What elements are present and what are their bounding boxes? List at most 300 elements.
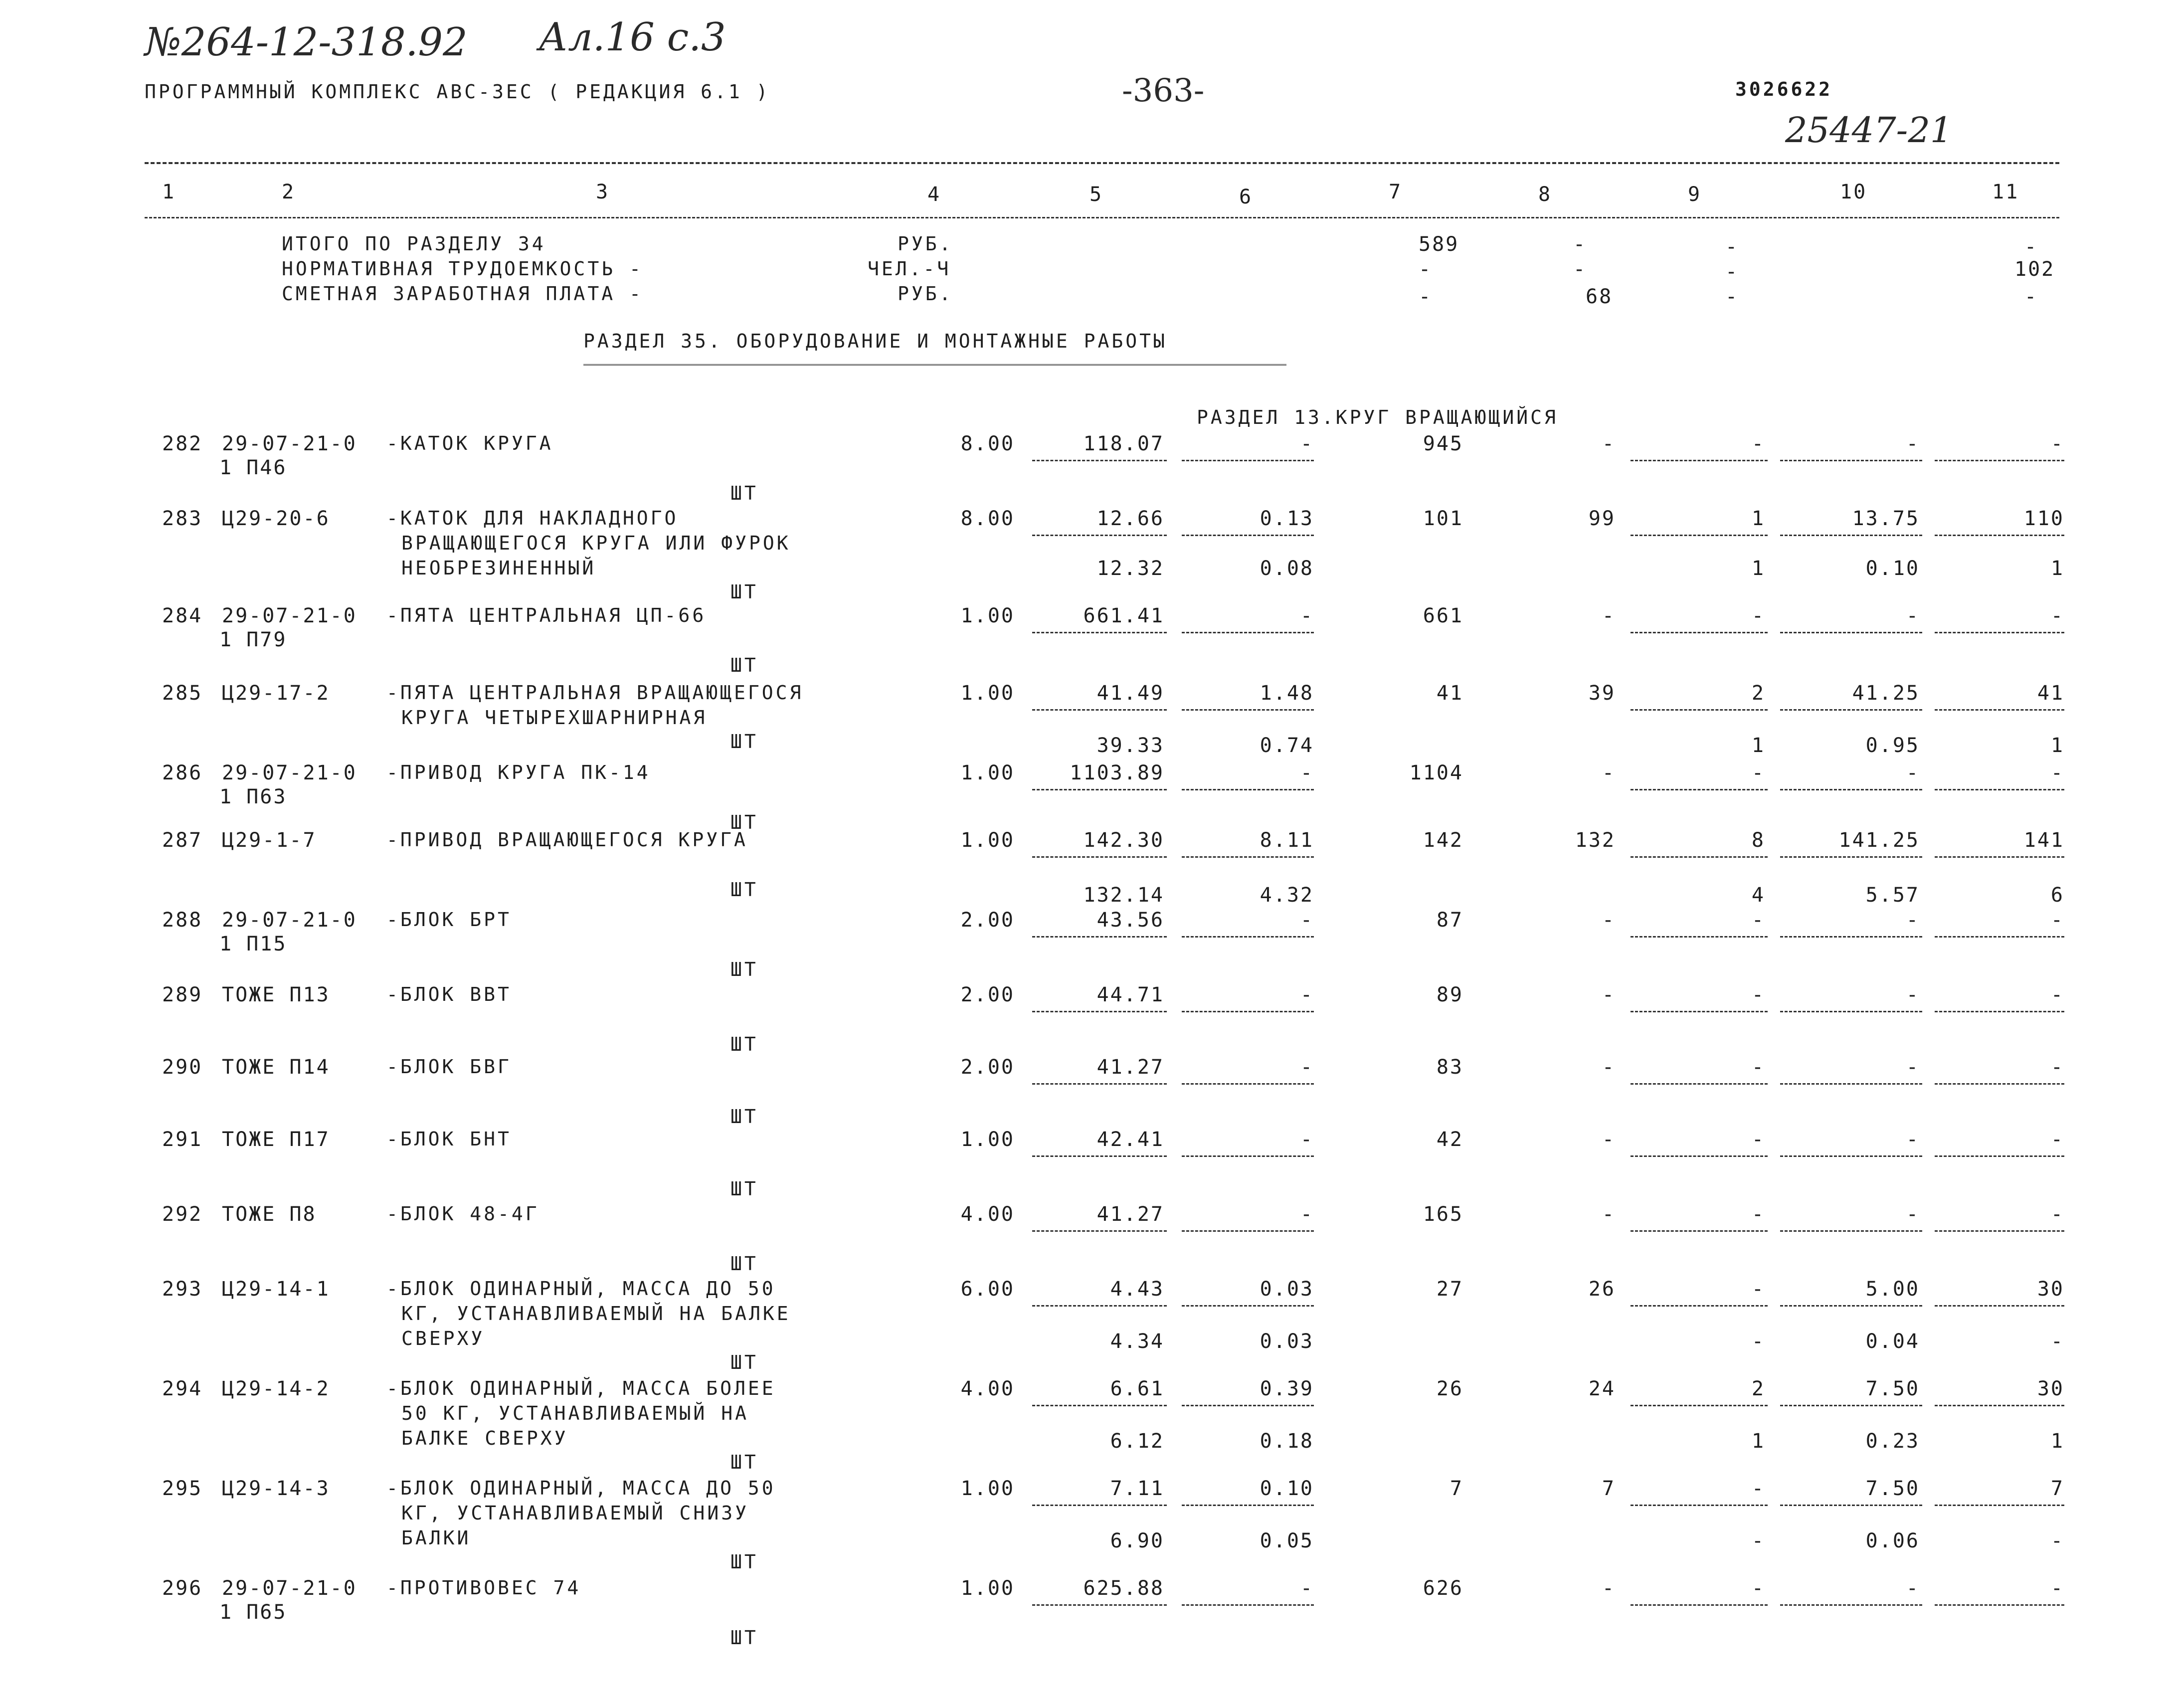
labor-col9: -: [1725, 260, 1739, 283]
row-unit: ШТ: [730, 581, 758, 603]
row-col10: 7.50: [1865, 1477, 1920, 1500]
row-col10-wage: 5.57: [1865, 884, 1920, 907]
col9-separator: [1631, 789, 1768, 790]
row-code: 29-07-21-0: [222, 1577, 357, 1600]
row-col8: -: [1602, 604, 1616, 627]
row-col11-wage: -: [2050, 1529, 2064, 1552]
row-col9: 2: [1751, 682, 1765, 705]
row-col7: 89: [1436, 983, 1463, 1006]
col6-separator: [1182, 709, 1314, 711]
row-code: 29-07-21-0: [222, 909, 357, 932]
row-col11-wage: 1: [2050, 734, 2064, 757]
col10-separator: [1780, 535, 1922, 536]
wage-col11: -: [2024, 285, 2038, 308]
wage-col9: -: [1725, 285, 1739, 308]
row-col11: -: [2050, 604, 2064, 627]
col-header-9: 9: [1688, 183, 1702, 206]
row-number: 295: [162, 1477, 203, 1500]
row-col8: 39: [1588, 682, 1616, 705]
col-header-8: 8: [1538, 183, 1552, 206]
row-col7: 101: [1423, 507, 1463, 530]
col11-separator: [1935, 1405, 2064, 1406]
col11-separator: [1935, 460, 2064, 461]
row-col6: -: [1300, 761, 1314, 784]
row-col10: -: [1906, 1128, 1920, 1151]
row-col6-wage: 0.08: [1260, 557, 1314, 580]
row-col5: 43.56: [1096, 909, 1164, 932]
row-col6: 1.48: [1260, 682, 1314, 705]
row-qty: 1.00: [960, 1128, 1015, 1151]
row-col8: -: [1602, 761, 1616, 784]
row-col10: -: [1906, 909, 1920, 932]
row-name-line: -ПРИВОД КРУГА ПК-14: [386, 761, 651, 783]
col9-separator: [1631, 1011, 1768, 1012]
col6-separator: [1182, 789, 1314, 790]
col9-separator: [1631, 1604, 1768, 1606]
row-unit: ШТ: [730, 1551, 758, 1573]
row-col6: -: [1300, 1128, 1314, 1151]
col5-separator: [1032, 936, 1167, 938]
col11-separator: [1935, 856, 2064, 858]
col6-separator: [1182, 1505, 1314, 1506]
row-col9: -: [1751, 983, 1765, 1006]
row-col9-wage: 1: [1751, 557, 1765, 580]
labor-col8: -: [1573, 258, 1587, 281]
col10-separator: [1780, 856, 1922, 858]
row-number: 287: [162, 829, 203, 852]
row-name-line: -КАТОК КРУГА: [386, 432, 553, 454]
row-col10: -: [1906, 761, 1920, 784]
row-name-line: КРУГА ЧЕТЫРЕХШАРНИРНАЯ: [401, 707, 708, 729]
col10-separator: [1780, 1604, 1922, 1606]
row-col5-wage: 39.33: [1096, 734, 1164, 757]
row-number: 285: [162, 682, 203, 705]
row-unit: ШТ: [730, 811, 758, 833]
row-col8: -: [1602, 1577, 1616, 1600]
wage-label: СМЕТНАЯ ЗАРАБОТНАЯ ПЛАТА -: [282, 283, 643, 305]
row-col11: 41: [2037, 682, 2064, 705]
row-number: 292: [162, 1203, 203, 1226]
col6-separator: [1182, 460, 1314, 461]
col6-separator: [1182, 1083, 1314, 1085]
row-col5: 44.71: [1096, 983, 1164, 1006]
row-col5: 142.30: [1083, 829, 1164, 852]
row-qty: 2.00: [960, 1056, 1015, 1079]
col10-separator: [1780, 1011, 1922, 1012]
row-qty: 1.00: [960, 829, 1015, 852]
row-col11: -: [2050, 1128, 2064, 1151]
row-code: ТОЖЕ П8: [222, 1203, 317, 1226]
row-col6: -: [1300, 1203, 1314, 1226]
row-col10: -: [1906, 604, 1920, 627]
row-col8: 26: [1588, 1278, 1616, 1301]
wage-col8: 68: [1586, 285, 1613, 308]
row-col9-wage: 4: [1751, 884, 1765, 907]
row-col11-wage: 1: [2050, 557, 2064, 580]
col-header-3: 3: [596, 181, 610, 203]
row-qty: 4.00: [960, 1377, 1015, 1400]
col-header-5: 5: [1090, 183, 1103, 206]
row-unit: ШТ: [730, 1253, 758, 1275]
row-col9: -: [1751, 1278, 1765, 1301]
row-unit: ШТ: [730, 731, 758, 753]
row-col8: 7: [1602, 1477, 1616, 1500]
row-unit: ШТ: [730, 482, 758, 504]
row-col5-wage: 4.34: [1110, 1330, 1164, 1353]
col10-separator: [1780, 1155, 1922, 1157]
row-name-line: -БЛОК 48-4Г: [386, 1203, 540, 1225]
row-col10: -: [1906, 1056, 1920, 1079]
row-col5: 1103.89: [1070, 761, 1164, 784]
row-unit: ШТ: [730, 879, 758, 901]
row-col9: -: [1751, 604, 1765, 627]
row-code: Ц29-14-1: [222, 1278, 330, 1301]
row-name-line: 50 КГ, УСТАНАВЛИВАЕМЫЙ НА: [401, 1402, 749, 1424]
col-header-1: 1: [162, 181, 176, 203]
row-col6: 0.03: [1260, 1278, 1314, 1301]
col6-separator: [1182, 1230, 1314, 1232]
row-col5: 118.07: [1083, 432, 1164, 455]
row-name-line: -ПРИВОД ВРАЩАЮЩЕГОСЯ КРУГА: [386, 829, 748, 851]
row-col10: -: [1906, 1203, 1920, 1226]
row-col6: 0.39: [1260, 1377, 1314, 1400]
row-col7: 42: [1436, 1128, 1463, 1151]
row-col8: 99: [1588, 507, 1616, 530]
row-number: 296: [162, 1577, 203, 1600]
row-col10-wage: 0.95: [1865, 734, 1920, 757]
section-underline: [583, 364, 1286, 369]
col10-separator: [1780, 789, 1922, 790]
row-name-line: -БЛОК БВГ: [386, 1056, 512, 1078]
col10-separator: [1780, 1405, 1922, 1406]
row-name-line: -БЛОК ОДИНАРНЫЙ, МАССА ДО 50: [386, 1278, 776, 1300]
row-col9-wage: 1: [1751, 734, 1765, 757]
row-name-line: -БЛОК ВВТ: [386, 983, 512, 1005]
col6-separator: [1182, 856, 1314, 858]
row-col11-wage: -: [2050, 1330, 2064, 1353]
handwritten-sheet-number: 25447-21: [1785, 110, 1953, 151]
row-col10: 141.25: [1838, 829, 1920, 852]
labor-col11: 102: [2014, 258, 2055, 281]
row-name-line: -ПЯТА ЦЕНТРАЛЬНАЯ ВРАЩАЮЩЕГОСЯ: [386, 682, 804, 704]
row-col6: -: [1300, 909, 1314, 932]
row-unit: ШТ: [730, 1033, 758, 1055]
row-col11: 7: [2050, 1477, 2064, 1500]
row-name-line: -БЛОК ОДИНАРНЫЙ, МАССА БОЛЕЕ: [386, 1377, 776, 1399]
col9-separator: [1631, 856, 1768, 858]
row-col8: -: [1602, 1203, 1616, 1226]
row-code: ТОЖЕ П17: [222, 1128, 330, 1151]
row-col10: 5.00: [1865, 1278, 1920, 1301]
row-qty: 1.00: [960, 1477, 1015, 1500]
col9-separator: [1631, 632, 1768, 633]
row-col8: -: [1602, 1128, 1616, 1151]
row-col7: 165: [1423, 1203, 1463, 1226]
row-col6: -: [1300, 1056, 1314, 1079]
row-col5: 661.41: [1083, 604, 1164, 627]
row-col11-wage: 1: [2050, 1430, 2064, 1453]
row-col5-wage: 6.90: [1110, 1529, 1164, 1552]
row-code: 29-07-21-0: [222, 761, 357, 784]
labor-col7: -: [1419, 258, 1433, 281]
row-code-secondary: 1 П65: [219, 1601, 287, 1624]
row-qty: 8.00: [960, 507, 1015, 530]
col9-separator: [1631, 709, 1768, 711]
col9-separator: [1631, 1405, 1768, 1406]
row-col8: -: [1602, 983, 1616, 1006]
row-col10: 7.50: [1865, 1377, 1920, 1400]
col5-separator: [1032, 709, 1167, 711]
row-col7: 142: [1423, 829, 1463, 852]
wage-col7: -: [1419, 285, 1433, 308]
row-col9: -: [1751, 1128, 1765, 1151]
col5-separator: [1032, 789, 1167, 790]
row-unit: ШТ: [730, 1627, 758, 1649]
row-col5: 12.66: [1096, 507, 1164, 530]
col5-separator: [1032, 460, 1167, 461]
row-col7: 7: [1450, 1477, 1463, 1500]
row-number: 293: [162, 1278, 203, 1301]
row-qty: 6.00: [960, 1278, 1015, 1301]
row-name-line: БАЛКИ: [401, 1527, 471, 1549]
col11-separator: [1935, 1505, 2064, 1506]
col6-separator: [1182, 632, 1314, 633]
page-number: -363-: [1122, 72, 1205, 109]
row-col10: -: [1906, 983, 1920, 1006]
row-name-line: -КАТОК ДЛЯ НАКЛАДНОГО: [386, 507, 679, 529]
row-name-line: -ПРОТИВОВЕС 74: [386, 1577, 581, 1599]
row-code: Ц29-17-2: [222, 682, 330, 705]
total-label: ИТОГО ПО РАЗДЕЛУ 34: [282, 233, 546, 255]
row-col5: 7.11: [1110, 1477, 1164, 1500]
col6-separator: [1182, 1604, 1314, 1606]
col5-separator: [1032, 1155, 1167, 1157]
row-col8: -: [1602, 909, 1616, 932]
row-col8: 132: [1575, 829, 1616, 852]
row-col6-wage: 0.18: [1260, 1430, 1314, 1453]
row-col9: -: [1751, 1477, 1765, 1500]
row-code: Ц29-14-3: [222, 1477, 330, 1500]
col10-separator: [1780, 1230, 1922, 1232]
col-header-11: 11: [1992, 181, 2019, 203]
header-top-rule: [145, 162, 2059, 164]
labor-unit: ЧЕЛ.-Ч: [868, 258, 951, 280]
total-col9: -: [1725, 235, 1739, 258]
document-code: 3026622: [1735, 78, 1833, 100]
row-col10: 41.25: [1852, 682, 1920, 705]
row-name-line: СВЕРХУ: [401, 1328, 485, 1349]
row-col6-wage: 4.32: [1260, 884, 1314, 907]
row-col10-wage: 0.23: [1865, 1430, 1920, 1453]
col9-separator: [1631, 460, 1768, 461]
row-col7: 626: [1423, 1577, 1463, 1600]
row-col11: 30: [2037, 1377, 2064, 1400]
row-col6-wage: 0.03: [1260, 1330, 1314, 1353]
subsection-title: РАЗДЕЛ 13.КРУГ ВРАЩАЮЩИЙСЯ: [1197, 406, 1558, 428]
row-code-secondary: 1 П63: [219, 785, 287, 808]
row-col5-wage: 12.32: [1096, 557, 1164, 580]
col6-separator: [1182, 1405, 1314, 1406]
row-col6-wage: 0.74: [1260, 734, 1314, 757]
row-code-secondary: 1 П46: [219, 456, 287, 479]
row-number: 284: [162, 604, 203, 627]
row-number: 288: [162, 909, 203, 932]
row-code: Ц29-14-2: [222, 1377, 330, 1400]
col5-separator: [1032, 1230, 1167, 1232]
row-number: 290: [162, 1056, 203, 1079]
row-col9: -: [1751, 761, 1765, 784]
row-col11: 141: [2023, 829, 2064, 852]
row-unit: ШТ: [730, 654, 758, 676]
col9-separator: [1631, 535, 1768, 536]
row-name-line: -ПЯТА ЦЕНТРАЛЬНАЯ ЦП-66: [386, 604, 707, 626]
row-name-line: КГ, УСТАНАВЛИВАЕМЫЙ НА БАЛКЕ: [401, 1303, 791, 1325]
row-name-line: КГ, УСТАНАВЛИВАЕМЫЙ СНИЗУ: [401, 1502, 749, 1524]
row-col8: 24: [1588, 1377, 1616, 1400]
col5-separator: [1032, 535, 1167, 536]
row-col9: -: [1751, 1577, 1765, 1600]
row-col9-wage: 1: [1751, 1430, 1765, 1453]
col5-separator: [1032, 1604, 1167, 1606]
row-name-line: -БЛОК БРТ: [386, 909, 512, 931]
row-unit: ШТ: [730, 1351, 758, 1373]
row-col11: 110: [2023, 507, 2064, 530]
row-col5: 41.27: [1096, 1056, 1164, 1079]
row-qty: 2.00: [960, 983, 1015, 1006]
row-col5-wage: 6.12: [1110, 1430, 1164, 1453]
row-qty: 1.00: [960, 761, 1015, 784]
col6-separator: [1182, 535, 1314, 536]
col6-separator: [1182, 1305, 1314, 1307]
row-col11: -: [2050, 1577, 2064, 1600]
row-col7: 1104: [1409, 761, 1463, 784]
row-qty: 4.00: [960, 1203, 1015, 1226]
row-col10: -: [1906, 1577, 1920, 1600]
row-col10-wage: 0.04: [1865, 1330, 1920, 1353]
col11-separator: [1935, 1011, 2064, 1012]
row-number: 291: [162, 1128, 203, 1151]
row-col9: -: [1751, 1056, 1765, 1079]
row-unit: ШТ: [730, 1451, 758, 1473]
col5-separator: [1032, 856, 1167, 858]
row-col6: 8.11: [1260, 829, 1314, 852]
col11-separator: [1935, 1155, 2064, 1157]
row-unit: ШТ: [730, 1106, 758, 1128]
row-number: 283: [162, 507, 203, 530]
col-header-2: 2: [282, 181, 296, 203]
row-col11: 30: [2037, 1278, 2064, 1301]
row-col6: -: [1300, 1577, 1314, 1600]
col-header-4: 4: [927, 183, 941, 206]
row-col11-wage: 6: [2050, 884, 2064, 907]
col5-separator: [1032, 1305, 1167, 1307]
row-col6: -: [1300, 604, 1314, 627]
row-col7: 83: [1436, 1056, 1463, 1079]
row-code: ТОЖЕ П14: [222, 1056, 330, 1079]
col11-separator: [1935, 1230, 2064, 1232]
row-col9: -: [1751, 909, 1765, 932]
col11-separator: [1935, 535, 2064, 536]
row-name-line: ВРАЩАЮЩЕГОСЯ КРУГА ИЛИ ФУРОК: [401, 532, 791, 554]
row-col10-wage: 0.10: [1865, 557, 1920, 580]
row-col6-wage: 0.05: [1260, 1529, 1314, 1552]
row-col5: 41.27: [1096, 1203, 1164, 1226]
program-title: ПРОГРАММНЫЙ КОМПЛЕКС АВС-ЗЕС ( РЕДАКЦИЯ 6.1 ): [145, 81, 770, 103]
row-code-secondary: 1 П15: [219, 933, 287, 955]
col9-separator: [1631, 1230, 1768, 1232]
row-col7: 41: [1436, 682, 1463, 705]
row-col11: -: [2050, 1203, 2064, 1226]
wage-unit: РУБ.: [898, 283, 953, 305]
row-unit: ШТ: [730, 958, 758, 980]
col10-separator: [1780, 460, 1922, 461]
row-col11: -: [2050, 909, 2064, 932]
col9-separator: [1631, 1305, 1768, 1307]
total-unit: РУБ.: [898, 233, 953, 255]
row-name-line: -БЛОК БНТ: [386, 1128, 512, 1150]
row-col7: 87: [1436, 909, 1463, 932]
row-col9: 1: [1751, 507, 1765, 530]
row-col11: -: [2050, 983, 2064, 1006]
row-col9: -: [1751, 1203, 1765, 1226]
row-col7: 661: [1423, 604, 1463, 627]
row-col9-wage: -: [1751, 1529, 1765, 1552]
row-col10: -: [1906, 432, 1920, 455]
col10-separator: [1780, 709, 1922, 711]
row-col9: 8: [1751, 829, 1765, 852]
row-code: ТОЖЕ П13: [222, 983, 330, 1006]
total-col7: 589: [1419, 233, 1459, 256]
row-col11: -: [2050, 432, 2064, 455]
col10-separator: [1780, 1305, 1922, 1307]
row-col10: 13.75: [1852, 507, 1920, 530]
col11-separator: [1935, 709, 2064, 711]
row-qty: 1.00: [960, 604, 1015, 627]
col9-separator: [1631, 936, 1768, 938]
col11-separator: [1935, 936, 2064, 938]
row-number: 282: [162, 432, 203, 455]
row-col8: -: [1602, 432, 1616, 455]
col6-separator: [1182, 1155, 1314, 1157]
row-col8: -: [1602, 1056, 1616, 1079]
row-col9: -: [1751, 432, 1765, 455]
row-col7: 26: [1436, 1377, 1463, 1400]
row-code-secondary: 1 П79: [219, 628, 287, 651]
col11-separator: [1935, 1083, 2064, 1085]
row-col5: 4.43: [1110, 1278, 1164, 1301]
row-col5-wage: 132.14: [1083, 884, 1164, 907]
total-col11: -: [2024, 235, 2038, 258]
row-col5: 41.49: [1096, 682, 1164, 705]
col5-separator: [1032, 1505, 1167, 1506]
col9-separator: [1631, 1505, 1768, 1506]
handwritten-doc-number: №264-12-318.92: [145, 20, 468, 65]
row-col5: 42.41: [1096, 1128, 1164, 1151]
col-header-10: 10: [1840, 181, 1867, 203]
col10-separator: [1780, 1505, 1922, 1506]
col6-separator: [1182, 1011, 1314, 1012]
row-qty: 1.00: [960, 1577, 1015, 1600]
row-col6: -: [1300, 983, 1314, 1006]
labor-label: НОРМАТИВНАЯ ТРУДОЕМКОСТЬ -: [282, 258, 643, 280]
row-name-line: НЕОБРЕЗИНЕННЫЙ: [401, 557, 596, 579]
section-title: РАЗДЕЛ 35. ОБОРУДОВАНИЕ И МОНТАЖНЫЕ РАБОТЫ: [583, 330, 1167, 352]
row-col9-wage: -: [1751, 1330, 1765, 1353]
row-number: 286: [162, 761, 203, 784]
row-col11: -: [2050, 761, 2064, 784]
row-unit: ШТ: [730, 1178, 758, 1200]
row-number: 294: [162, 1377, 203, 1400]
